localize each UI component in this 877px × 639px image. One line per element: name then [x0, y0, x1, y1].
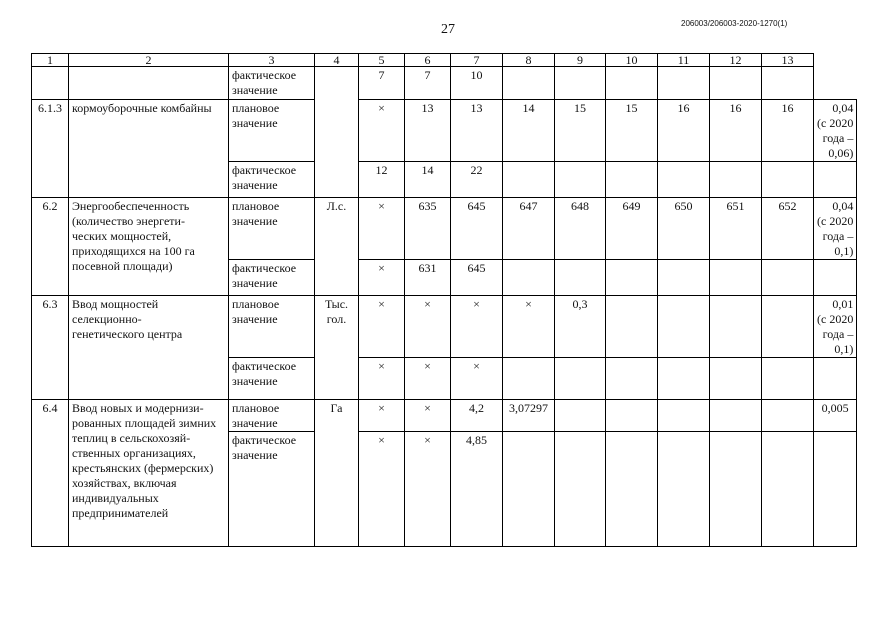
value-type-label: фактическое значение — [229, 358, 315, 400]
value-cell: × — [359, 400, 405, 432]
header-row — [32, 54, 857, 67]
value-cell — [814, 162, 857, 198]
value-cell — [503, 260, 555, 296]
page-number: 27 — [441, 22, 455, 37]
header-cell: 7 — [451, 54, 503, 67]
table-row — [32, 100, 857, 162]
value-cell — [762, 67, 814, 100]
value-type-label: плановое значение — [229, 198, 315, 260]
value-type-label: фактическое значение — [229, 162, 315, 198]
row-number-cell: 6.4 — [32, 400, 69, 547]
value-cell — [606, 400, 658, 432]
header-cell: 11 — [658, 54, 710, 67]
unit-cell: Тыс. гол. — [315, 296, 359, 400]
value-cell — [658, 162, 710, 198]
value-cell — [762, 162, 814, 198]
value-cell: × — [405, 358, 451, 400]
unit-cell — [315, 100, 359, 198]
value-cell — [658, 432, 710, 547]
value-type-label: фактическое значение — [229, 260, 315, 296]
value-cell: 0,04 (с 2020 года – 0,06) — [814, 100, 857, 162]
value-cell — [555, 432, 606, 547]
value-cell — [555, 260, 606, 296]
value-cell: 22 — [451, 162, 503, 198]
value-cell — [710, 162, 762, 198]
value-cell: 15 — [606, 100, 658, 162]
value-cell — [710, 358, 762, 400]
value-cell: 16 — [710, 100, 762, 162]
value-type-label: плановое значение — [229, 296, 315, 358]
value-cell — [606, 432, 658, 547]
value-cell — [555, 162, 606, 198]
value-cell: 12 — [359, 162, 405, 198]
value-cell: 14 — [405, 162, 451, 198]
table-row — [32, 400, 857, 432]
value-cell: 0,005 — [814, 400, 857, 432]
value-cell — [658, 358, 710, 400]
value-cell: × — [405, 432, 451, 547]
header-cell: 2 — [69, 54, 229, 67]
value-cell: 649 — [606, 198, 658, 260]
row-number-cell: 6.3 — [32, 296, 69, 400]
value-cell: 652 — [762, 198, 814, 260]
value-cell: 7 — [359, 67, 405, 100]
value-cell — [606, 162, 658, 198]
row-number-cell: 6.2 — [32, 198, 69, 296]
value-cell: × — [451, 358, 503, 400]
value-cell: × — [359, 260, 405, 296]
value-cell: 650 — [658, 198, 710, 260]
header-cell: 4 — [315, 54, 359, 67]
value-cell: 7 — [405, 67, 451, 100]
value-cell: × — [359, 296, 405, 358]
value-cell — [555, 358, 606, 400]
value-cell — [814, 358, 857, 400]
value-cell: × — [451, 296, 503, 358]
value-cell: 648 — [555, 198, 606, 260]
table-row — [32, 296, 857, 358]
value-cell: 16 — [762, 100, 814, 162]
value-cell: 645 — [451, 260, 503, 296]
value-cell — [710, 67, 762, 100]
value-cell: × — [359, 358, 405, 400]
unit-cell: Га — [315, 400, 359, 547]
value-cell — [555, 400, 606, 432]
row-number-cell — [32, 67, 69, 100]
value-cell: 14 — [503, 100, 555, 162]
value-type-label: плановое значение — [229, 100, 315, 162]
value-cell — [606, 358, 658, 400]
header-cell: 8 — [503, 54, 555, 67]
value-cell — [658, 400, 710, 432]
value-type-label: фактическое значение — [229, 432, 315, 547]
value-cell: 651 — [710, 198, 762, 260]
header-cell: 9 — [555, 54, 606, 67]
value-cell: × — [359, 198, 405, 260]
value-cell — [710, 432, 762, 547]
document-code: 206003/206003-2020-1270(1) — [681, 19, 788, 28]
value-cell: 647 — [503, 198, 555, 260]
row-name-cell — [69, 67, 229, 100]
value-cell: 13 — [451, 100, 503, 162]
value-cell: 16 — [658, 100, 710, 162]
header-cell: 13 — [762, 54, 814, 67]
unit-cell: Л.с. — [315, 198, 359, 296]
value-cell: × — [405, 400, 451, 432]
row-number-cell: 6.1.3 — [32, 100, 69, 198]
value-cell: 0,04 (с 2020 года – 0,1) — [814, 198, 857, 260]
value-cell: 4,2 — [451, 400, 503, 432]
row-name-cell: кормоуборочные комбайны — [69, 100, 229, 198]
value-cell: 13 — [405, 100, 451, 162]
value-cell: × — [405, 296, 451, 358]
value-cell — [710, 260, 762, 296]
value-cell — [658, 67, 710, 100]
value-cell — [503, 67, 555, 100]
value-cell — [606, 260, 658, 296]
value-cell: × — [359, 100, 405, 162]
value-cell — [762, 296, 814, 358]
value-cell — [503, 432, 555, 547]
value-cell — [710, 400, 762, 432]
header-cell: 10 — [606, 54, 658, 67]
value-type-label: фактическое значение — [229, 67, 315, 100]
value-cell: 4,85 — [451, 432, 503, 547]
value-cell — [658, 296, 710, 358]
header-cell: 5 — [359, 54, 405, 67]
table-row — [32, 67, 857, 100]
value-cell — [762, 358, 814, 400]
value-cell: 15 — [555, 100, 606, 162]
value-cell — [606, 67, 658, 100]
value-cell — [503, 162, 555, 198]
value-cell: 10 — [451, 67, 503, 100]
table-row — [32, 198, 857, 260]
value-cell — [762, 400, 814, 432]
value-cell — [762, 260, 814, 296]
row-name-cell: Энергообеспеченность (количество энергети- ческих мощностей, приходящихся на 100 га посевной площади) — [69, 198, 229, 296]
unit-cell — [315, 67, 359, 100]
value-cell — [555, 67, 606, 100]
value-cell — [503, 358, 555, 400]
row-name-cell: Ввод мощностей селекционно- генетического центра — [69, 296, 229, 400]
indicators-table — [31, 53, 857, 547]
value-cell — [658, 260, 710, 296]
value-cell — [710, 296, 762, 358]
value-cell — [814, 432, 857, 547]
value-cell: × — [359, 432, 405, 547]
value-cell: × — [503, 296, 555, 358]
row-name-cell: Ввод новых и модернизи- рованных площадей зимних теплиц в сельскохозяй- ственных организациях, крестьянских (фермерских) хозяйствах, включая индивидуальных предпринимателей — [69, 400, 229, 547]
value-cell — [814, 260, 857, 296]
header-cell: 1 — [32, 54, 69, 67]
header-cell: 6 — [405, 54, 451, 67]
value-cell: 635 — [405, 198, 451, 260]
value-cell: 0,01 (с 2020 года – 0,1) — [814, 296, 857, 358]
value-cell: 645 — [451, 198, 503, 260]
header-cell: 3 — [229, 54, 315, 67]
header-cell: 12 — [710, 54, 762, 67]
value-type-label: плановое значение — [229, 400, 315, 432]
value-cell: 3,07297 — [503, 400, 555, 432]
value-cell — [606, 296, 658, 358]
value-cell: 631 — [405, 260, 451, 296]
value-cell — [762, 432, 814, 547]
value-cell: 0,3 — [555, 296, 606, 358]
